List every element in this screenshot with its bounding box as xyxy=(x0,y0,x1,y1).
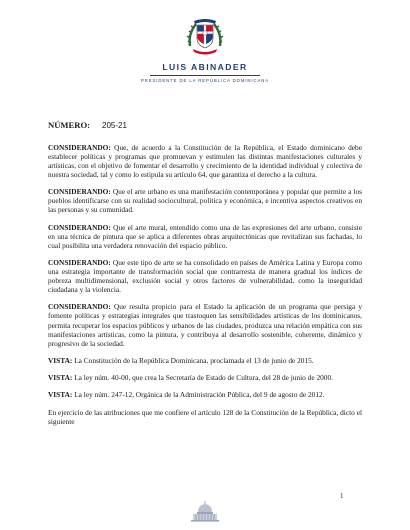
paragraph-text: Que, de acuerdo a la Constitución de la República, el Estado dominicano debe establecer políticas y programas que promuevan y estimulen las distintas manifestaciones culturales y artísticas, con el objetivo de fomentar el desarrollo y crecimiento de la identidad individual y colectiva de nuestra sociedad, tal y como lo estipula su artículo 64, que garantiza el derecho a la cultura. xyxy=(48,143,362,180)
coat-of-arms-icon xyxy=(184,16,226,56)
paragraph-keyword: CONSIDERANDO: xyxy=(48,302,111,312)
document-body xyxy=(48,143,362,434)
header-divider xyxy=(150,75,260,76)
header-subtitle: PRESIDENTE DE LA REPÚBLICA DOMINICANA xyxy=(140,78,270,83)
paragraph-keyword: CONSIDERANDO: xyxy=(48,258,111,268)
paragraph-text: Que el arte mural, entendido como una de las expresiones del arte urbano, consiste en una técnica de pintura que se aplica a diferentes obras arquitectónicas que revitalizan sus fachadas, lo cual posibilita una verdadera renovación del espacio público. xyxy=(48,222,362,250)
paragraph xyxy=(48,143,362,179)
paragraph-text: Que el arte urbano es una manifestación contemporánea y popular que permite a los pueblos identificarse con su realidad sociocultural, política y económica, e incentiva aspectos creativos en las personas y su comunidad. xyxy=(48,187,362,215)
paragraph-text: La Constitución de la República Dominicana, proclamada el 13 de junio de 2015. xyxy=(72,355,314,365)
decree-number-label: NÚMERO: xyxy=(48,120,91,130)
paragraph-text: Que este tipo de arte se ha consolidado en países de América Latina y Europa como una estrategia importante de transformación social que contrarresta de manera gradual los índices de pobreza multidimensional, exclusión social y otros factores de vulnerabilidad, como la inseguridad ciudadana y la violencia. xyxy=(48,258,362,295)
paragraph-keyword: VISTA: xyxy=(48,355,73,365)
page-number: 1 xyxy=(340,492,344,500)
paragraph xyxy=(48,390,362,399)
paragraph-keyword: CONSIDERANDO: xyxy=(48,187,111,197)
palace-dome-icon xyxy=(190,500,220,522)
paragraph xyxy=(48,408,362,426)
paragraph-text: En ejercicio de las atribuciones que me confiere el artículo 128 de la Constitución de la República, dicto el siguiente xyxy=(48,407,362,426)
paragraph xyxy=(48,258,362,294)
paragraph xyxy=(48,356,362,365)
paragraph-text: Que resulta propicio para el Estado la aplicación de un programa que persiga y fomente políticas y estrategias integrales que trastoquen las sensibilidades artísticas de los dominicanos, permita recuperar los espacios públicos y urbanos de las ciudades, produzca una relación empática con sus manifestaciones artísticas, como la pintura, y contribuya al desarrollo sostenible, coherente, dinámico y progresivo de la sociedad. xyxy=(48,302,362,348)
paragraph-keyword: CONSIDERANDO: xyxy=(48,222,111,232)
paragraph-keyword: VISTA: xyxy=(48,390,73,400)
paragraph-text: La ley núm. 247-12, Orgánica de la Administración Pública, del 9 de agosto de 2012. xyxy=(72,390,325,400)
paragraph-keyword: CONSIDERANDO: xyxy=(48,143,111,152)
decree-number-value: 205-21 xyxy=(102,121,127,130)
header-name: LUIS ABINADER xyxy=(162,62,248,72)
paragraph-keyword: VISTA: xyxy=(48,373,73,383)
decree-number xyxy=(48,120,127,131)
paragraph xyxy=(48,373,362,382)
paragraph xyxy=(48,223,362,250)
paragraph-text: La ley núm. 40-00, que crea la Secretaría de Estado de Cultura, del 28 de junio de 2000. xyxy=(72,373,333,383)
paragraph xyxy=(48,302,362,347)
paragraph xyxy=(48,187,362,214)
